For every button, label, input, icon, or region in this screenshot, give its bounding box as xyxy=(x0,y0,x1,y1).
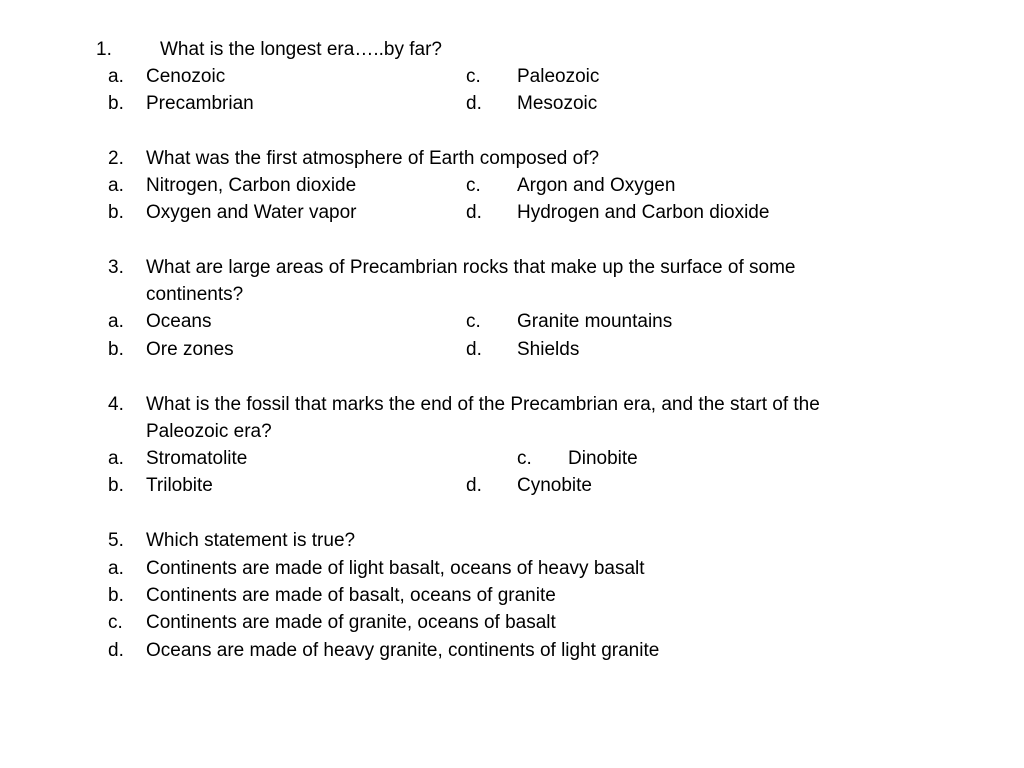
option-letter: c. xyxy=(517,448,532,469)
option-letter: d. xyxy=(466,475,482,496)
option-text: Oxygen and Water vapor xyxy=(146,202,357,223)
question-2 xyxy=(0,145,1024,172)
question-number: 1. xyxy=(96,39,112,60)
options-row xyxy=(0,445,1024,472)
option-letter: c. xyxy=(466,175,481,196)
option-letter: c. xyxy=(466,311,481,332)
option-letter: b. xyxy=(108,585,124,606)
question-text: What was the first atmosphere of Earth composed of? xyxy=(146,148,600,169)
option-text: Oceans xyxy=(146,311,212,332)
option-text: Stromatolite xyxy=(146,448,248,469)
option-text: Hydrogen and Carbon dioxide xyxy=(517,202,770,223)
question-number: 2. xyxy=(108,148,124,169)
option-letter: a. xyxy=(108,311,124,332)
option-text: Paleozoic xyxy=(517,66,600,87)
option-letter: c. xyxy=(466,66,481,87)
option-text: Oceans are made of heavy granite, continents of light granite xyxy=(146,640,660,661)
option-text: Cynobite xyxy=(517,475,592,496)
options-row xyxy=(0,63,1024,90)
option-letter: b. xyxy=(108,202,124,223)
option-text: Argon and Oxygen xyxy=(517,175,676,196)
option-text: Continents are made of granite, oceans of basalt xyxy=(146,612,556,633)
option-letter: b. xyxy=(108,93,124,114)
option-letter: a. xyxy=(108,175,124,196)
options-row xyxy=(0,199,1024,226)
options-row xyxy=(0,172,1024,199)
option-text: Shields xyxy=(517,339,580,360)
question-number: 5. xyxy=(108,530,124,551)
question-number: 3. xyxy=(108,257,124,278)
question-text: Which statement is true? xyxy=(146,530,356,551)
options-row xyxy=(0,472,1024,499)
question-text: What is the fossil that marks the end of the Precambrian era, and the start of the xyxy=(146,394,820,415)
options-row xyxy=(0,336,1024,363)
option-text: Continents are made of light basalt, oceans of heavy basalt xyxy=(146,558,645,579)
option-letter: a. xyxy=(108,66,124,87)
question-1 xyxy=(0,36,1024,63)
option-letter: b. xyxy=(108,339,124,360)
option-row-c xyxy=(0,609,1024,636)
options-row xyxy=(0,308,1024,335)
option-letter: d. xyxy=(466,93,482,114)
question-text: continents? xyxy=(146,284,244,305)
question-text: What is the longest era…..by far? xyxy=(160,39,442,60)
question-4-continued xyxy=(0,418,1024,445)
option-text: Cenozoic xyxy=(146,66,226,87)
options-row xyxy=(0,90,1024,117)
option-text: Granite mountains xyxy=(517,311,673,332)
question-text: What are large areas of Precambrian rocks that make up the surface of some xyxy=(146,257,796,278)
option-letter: d. xyxy=(108,640,124,661)
option-row-b xyxy=(0,582,1024,609)
option-letter: a. xyxy=(108,448,124,469)
option-letter: d. xyxy=(466,339,482,360)
question-number: 4. xyxy=(108,394,124,415)
question-3-continued xyxy=(0,281,1024,308)
option-letter: c. xyxy=(108,612,123,633)
option-text: Continents are made of basalt, oceans of granite xyxy=(146,585,556,606)
option-text: Precambrian xyxy=(146,93,254,114)
option-text: Dinobite xyxy=(568,448,638,469)
option-letter: d. xyxy=(466,202,482,223)
option-letter: a. xyxy=(108,558,124,579)
question-3 xyxy=(0,254,1024,281)
question-4 xyxy=(0,391,1024,418)
question-5 xyxy=(0,527,1024,554)
option-letter: b. xyxy=(108,475,124,496)
option-text: Nitrogen, Carbon dioxide xyxy=(146,175,357,196)
option-text: Ore zones xyxy=(146,339,234,360)
option-row-d xyxy=(0,637,1024,664)
option-text: Trilobite xyxy=(146,475,213,496)
option-row-a xyxy=(0,555,1024,582)
question-text: Paleozoic era? xyxy=(146,421,272,442)
option-text: Mesozoic xyxy=(517,93,598,114)
